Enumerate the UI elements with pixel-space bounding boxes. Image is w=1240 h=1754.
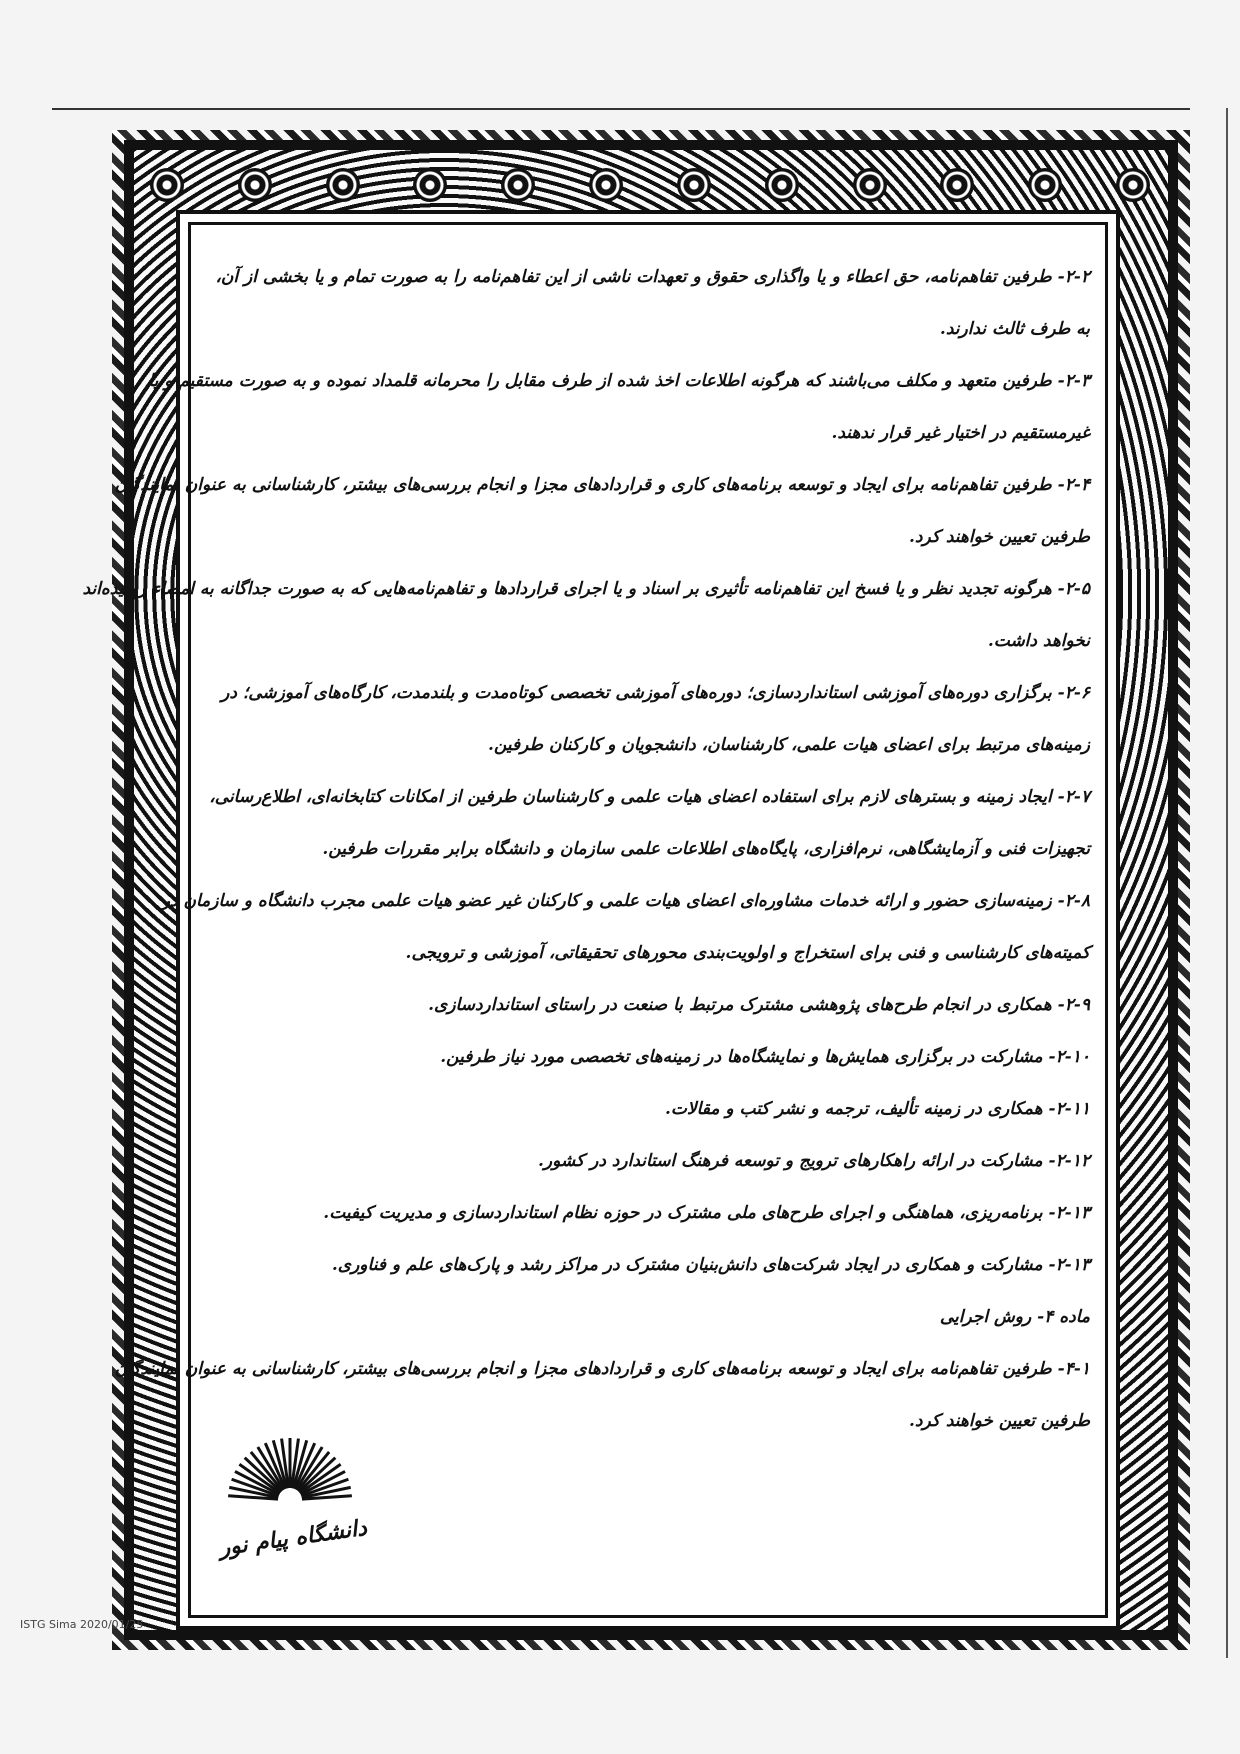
clause-line: ۴-۱- طرفین تفاهم‌نامه برای ایجاد و توسعه برنامه‌های کاری و قراردادهای مجزا و انجام بررسی‌های بیشتر، کارشناسانی به عنوان نمایندگان [114,1359,1090,1379]
clause-line: طرفین تعیین خواهند کرد. [909,1411,1090,1431]
clause-paragraph [148,366,1090,448]
section-heading: ماده ۴- روش اجرایی [939,1307,1090,1327]
clause-paragraph [114,470,1090,552]
clause-paragraph [210,1042,1090,1072]
scan-right-edge [1226,108,1228,1658]
clause-line: ۲-۶- برگزاری دوره‌های آموزشی استانداردسازی؛ دوره‌های آموزشی تخصصی کوتاه‌مدت و بلندمدت، کارگاه‌های آموزشی؛ در [221,683,1090,703]
flower-ornament [589,168,623,202]
clause-line: به طرف ثالث ندارند. [939,319,1090,339]
clause-paragraph [210,1198,1090,1228]
clause-line: ۲-۸- زمینه‌سازی حضور و ارائه خدمات مشاوره‌ای اعضای هیات علمی و کارکنان غیر عضو هیات علمی مجرب دانشگاه و سازمان در [161,891,1090,911]
clause-line: غیرمستقیم در اختیار غیر قرار ندهند. [831,423,1090,443]
flower-ornament [326,168,360,202]
clause-line: زمینه‌های مرتبط برای اعضای هیات علمی، کارشناسان، دانشجویان و کارکنان طرفین. [488,735,1090,755]
scan-top-line [52,108,1190,110]
clause-paragraph [210,678,1090,760]
flower-ornament [238,168,272,202]
document-body [82,262,1090,1458]
flower-ornament [1028,168,1062,202]
clause-paragraph [210,1094,1090,1124]
flower-ornament [150,168,184,202]
clause-line: کمیته‌های کارشناسی و فنی برای استخراج و اولویت‌بندی محورهای تحقیقاتی، آموزشی و ترویجی. [405,943,1090,963]
clause-line: ۲-۳- طرفین متعهد و مکلف می‌باشند که هرگونه اطلاعات اخذ شده از طرف مقابل را محرمانه قلمداد نموده و به صورت مستقیم و یا [148,371,1090,391]
clause-paragraph [210,782,1090,864]
clause-paragraph [210,262,1090,344]
clause-line: ۲-۵- هرگونه تجدید نظر و یا فسخ این تفاهم‌نامه تأثیری بر اسناد و یا اجرای قراردادها و تفاهم‌نامه‌هایی که به صورت جداگانه به امضاء رسیده‌اند [82,579,1090,599]
clause-line: ۲-۱۳- مشارکت و همکاری در ایجاد شرکت‌های دانش‌بنیان مشترک در مراکز رشد و پارک‌های علم و فناوری. [331,1255,1090,1275]
clause-line: ۲-۱۲- مشارکت در ارائه راهکارهای ترویج و توسعه فرهنگ استاندارد در کشور. [538,1151,1090,1171]
flower-ornament [413,168,447,202]
clause-line: ۲-۹- همکاری در انجام طرح‌های پژوهشی مشترک مرتبط با صنعت در راستای استانداردسازی. [428,995,1090,1015]
clause-line: ۲-۴- طرفین تفاهم‌نامه برای ایجاد و توسعه برنامه‌های کاری و قراردادهای مجزا و انجام بررسی‌های بیشتر، کارشناسانی به عنوان نمایندگان [114,475,1090,495]
clause-paragraph [210,990,1090,1020]
clause-paragraph [210,1250,1090,1280]
ornament-top-row [150,132,1150,202]
clause-line: ۲-۲- طرفین تفاهم‌نامه، حق اعطاء و یا واگذاری حقوق و تعهدات ناشی از این تفاهم‌نامه را به صورت تمام و یا بخشی از آن، [215,267,1090,287]
clause-line: طرفین تعیین خواهند کرد. [909,527,1090,547]
clause-line: تجهیزات فنی و آزمایشگاهی، نرم‌افزاری، پایگاه‌های اطلاعات علمی سازمان و دانشگاه برابر مقررات طرفین. [322,839,1090,859]
university-logo-icon [225,1422,355,1502]
clause-line: ۲-۷- ایجاد زمینه و بسترهای لازم برای استفاده اعضای هیات علمی و کارشناسان طرفین از امکانات کتابخانه‌ای، اطلاع‌رسانی، [209,787,1090,807]
scan-stamp-label: ISTG Sima 2020/01/25 [20,1618,144,1631]
flower-ornament [765,168,799,202]
clause-line: ۲-۱۰- مشارکت در برگزاری همایش‌ها و نمایشگاه‌ها در زمینه‌های تخصصی مورد نیاز طرفین. [440,1047,1090,1067]
flower-ornament [853,168,887,202]
clause-line: نخواهد داشت. [987,631,1090,651]
clause-paragraph [82,574,1090,656]
university-logo-text: دانشگاه پیام نور [217,1514,369,1562]
clause-line: ۲-۱۳- برنامه‌ریزی، هماهنگی و اجرای طرح‌های ملی مشترک در حوزه نظام استانداردسازی و مدیریت کیفیت. [323,1203,1090,1223]
flower-ornament [677,168,711,202]
flower-ornament [501,168,535,202]
flower-ornament [940,168,974,202]
clause-paragraph [210,1146,1090,1176]
flower-ornament [1116,168,1150,202]
clause-line: ۲-۱۱- همکاری در زمینه تألیف، ترجمه و نشر کتب و مقالات. [664,1099,1090,1119]
clause-paragraph [161,886,1090,968]
clause-list [82,262,1090,1280]
